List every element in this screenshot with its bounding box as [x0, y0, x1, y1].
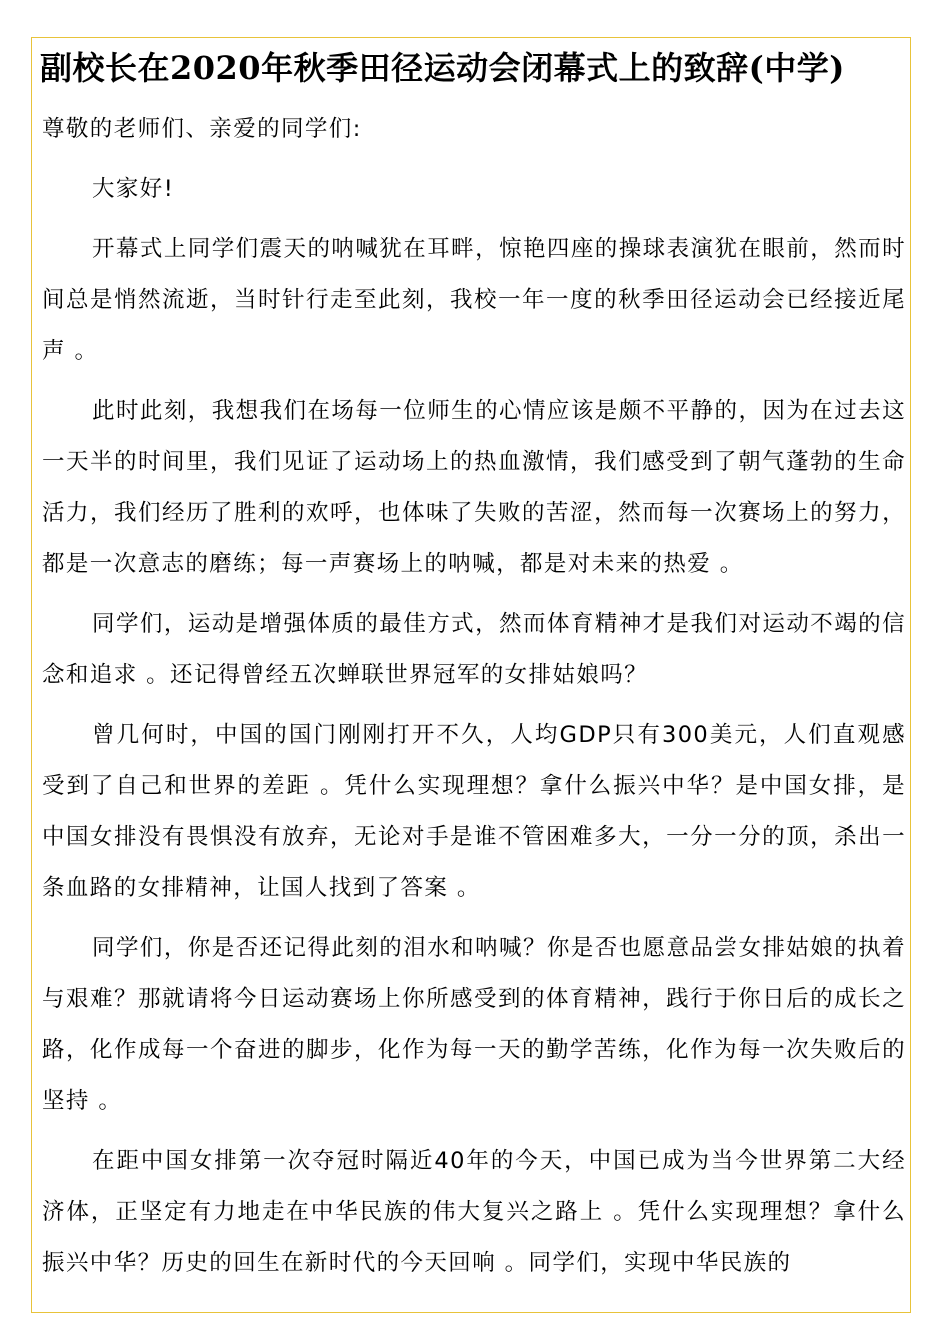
paragraph: 大家好!: [92, 176, 175, 202]
paragraph: 此时此刻，我想我们在场每一位师生的心情应该是颇不平静的，因为在过去这一天半的时间里，我们见证了运动场上的热血激情，我们感受到了朝气蓬勃的生命活力，我们经历了胜利的欢呼，也体味了失败的苦涩，然而每一次赛场上的努力，都是一次意志的磨练；每一声赛场上的呐喊，都是对未来的热爱 。: [42, 398, 906, 577]
paragraph: 在距中国女排第一次夺冠时隔近40年的今天，中国已成为当今世界第二大经济体，正坚定有力地走在中华民族的伟大复兴之路上 。凭什么实现理想？拿什么振兴中华？历史的回生在新时代的今天回响 。同学们，实现中华民族的: [42, 1148, 906, 1276]
document-body: [42, 104, 906, 1298]
paragraph: 同学们，你是否还记得此刻的泪水和呐喊？你是否也愿意品尝女排姑娘的执着与艰难？那就请将今日运动赛场上你所感受到的体育精神，践行于你日后的成长之路，化作成每一个奋进的脚步，化作为每一天的勤学苦练，化作为每一次失败后的坚持 。: [42, 935, 906, 1114]
paragraph: 同学们，运动是增强体质的最佳方式，然而体育精神才是我们对运动不竭的信念和追求 。还记得曾经五次蝉联世界冠军的女排姑娘吗？: [42, 611, 906, 688]
salutation: 尊敬的老师们、亲爱的同学们:: [42, 116, 362, 142]
document-title: 副校长在2020年秋季田径运动会闭幕式上的致辞(中学): [40, 49, 845, 87]
paragraph: 曾几何时，中国的国门刚刚打开不久，人均GDP只有300美元，人们直观感受到了自己和世界的差距 。凭什么实现理想？拿什么振兴中华？是中国女排，是中国女排没有畏惧没有放弃，无论对手是谁不管困难多大，一分一分的顶，杀出一条血路的女排精神，让国人找到了答案 。: [42, 722, 906, 901]
paragraph: 开幕式上同学们震天的呐喊犹在耳畔，惊艳四座的操球表演犹在眼前，然而时间总是悄然流逝，当时针行走至此刻，我校一年一度的秋季田径运动会已经接近尾声 。: [42, 236, 906, 364]
